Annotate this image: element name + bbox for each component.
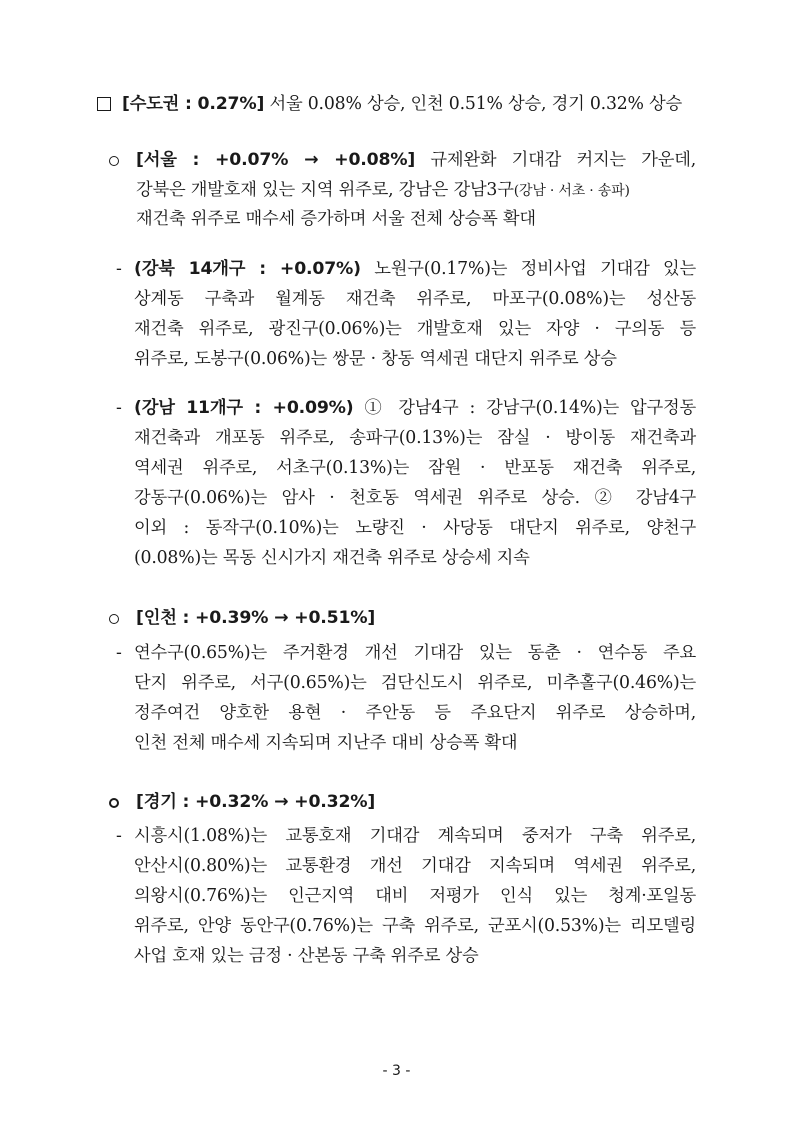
incheon-line-2: 단지 위주로, 서구(0.65%)는 검단신도시 위주로, 미추홀구(0.46%)는 bbox=[134, 673, 696, 693]
circle-bullet-icon bbox=[109, 614, 119, 624]
circle-bullet-icon bbox=[109, 798, 119, 808]
capital-line bbox=[122, 91, 682, 117]
dash-bullet: - bbox=[116, 398, 122, 418]
capital-summary: 서울 0.08% 상승, 인천 0.51% 상승, 경기 0.32% 상승 bbox=[269, 94, 683, 114]
gangnam-line-6: (0.08%)는 목동 신시가지 재건축 위주로 상승세 지속 bbox=[134, 548, 530, 568]
incheon-heading: [인천 : +0.39% → +0.51%] bbox=[136, 608, 376, 628]
gangnam-line-5: 이외 : 동작구(0.10%)는 노량진 · 사당동 대단지 위주로, 양천구 bbox=[134, 518, 696, 538]
dash-bullet: - bbox=[116, 643, 122, 663]
gangbuk-line-2: 상계동 구축과 월계동 재건축 위주로, 마포구(0.08%)는 성산동 bbox=[134, 289, 696, 309]
gyeonggi-line-4: 위주로, 안양 동안구(0.76%)는 구축 위주로, 군포시(0.53%)는 리모델링 bbox=[134, 916, 696, 936]
gyeonggi-line-5: 사업 호재 있는 금정 · 산본동 구축 위주로 상승 bbox=[134, 946, 479, 966]
gyeonggi-line-3: 의왕시(0.76%)는 인근지역 대비 저평가 인식 있는 청계·포일동 bbox=[134, 886, 696, 906]
gyeonggi-line-1: 시흥시(1.08%)는 교통호재 기대감 계속되며 중저가 구축 위주로, bbox=[134, 826, 696, 846]
dash-bullet: - bbox=[116, 259, 122, 279]
gyeonggi-line-2: 안산시(0.80%)는 교통환경 개선 기대감 지속되며 역세권 위주로, bbox=[134, 856, 696, 876]
gangnam-line-3: 역세권 위주로, 서초구(0.13%)는 잠원 · 반포동 재건축 위주로, bbox=[134, 458, 696, 478]
gangbuk-heading: (강북 14개구 : +0.07%) bbox=[134, 259, 361, 279]
gangnam-line-2: 재건축과 개포동 위주로, 송파구(0.13%)는 잠실 · 방이동 재건축과 bbox=[134, 428, 696, 448]
dash-bullet: - bbox=[116, 826, 122, 846]
incheon-line-4: 인천 전체 매수세 지속되며 지난주 대비 상승폭 확대 bbox=[134, 733, 518, 753]
gyeonggi-heading: [경기 : +0.32% → +0.32%] bbox=[136, 792, 376, 812]
incheon-line-1: 연수구(0.65%)는 주거환경 개선 기대감 있는 동춘 · 연수동 주요 bbox=[134, 643, 696, 663]
capital-heading: [수도권 : 0.27%] bbox=[122, 94, 265, 114]
incheon-line-3: 정주여건 양호한 용현 · 주안동 등 주요단지 위주로 상승하며, bbox=[134, 703, 696, 723]
circle-bullet-icon bbox=[109, 156, 119, 166]
gangnam-heading: (강남 11개구 : +0.09%) bbox=[134, 398, 354, 418]
gangbuk-line-4: 위주로, 도봉구(0.06%)는 쌍문 · 창동 역세권 대단지 위주로 상승 bbox=[134, 349, 617, 369]
gangbuk-line-3: 재건축 위주로, 광진구(0.06%)는 개발호재 있는 자양 · 구의동 등 bbox=[134, 319, 696, 339]
page-number: - 3 - bbox=[382, 1063, 411, 1079]
seoul-line-1: [서울 : +0.07% → +0.08%] 규제완화 기대감 커지는 가운데, bbox=[136, 150, 696, 170]
square-bullet-icon bbox=[97, 97, 111, 111]
seoul-line-3: 재건축 위주로 매수세 증가하며 서울 전체 상승폭 확대 bbox=[136, 209, 536, 229]
gangnam-line-1: (강남 11개구 : +0.09%) ① 강남4구 : 강남구(0.14%)는 압구정동 bbox=[134, 398, 696, 418]
gangbuk-line-1: (강북 14개구 : +0.07%) 노원구(0.17%)는 정비사업 기대감 있는 bbox=[134, 259, 696, 279]
seoul-line-2: 강북은 개발호재 있는 지역 위주로, 강남은 강남3구(강남 · 서초 · 송파) bbox=[136, 180, 630, 200]
gangnam-line-4: 강동구(0.06%)는 암사 · 천호동 역세권 위주로 상승. ② 강남4구 bbox=[134, 488, 696, 508]
seoul-heading: [서울 : +0.07% → +0.08%] bbox=[136, 150, 416, 170]
